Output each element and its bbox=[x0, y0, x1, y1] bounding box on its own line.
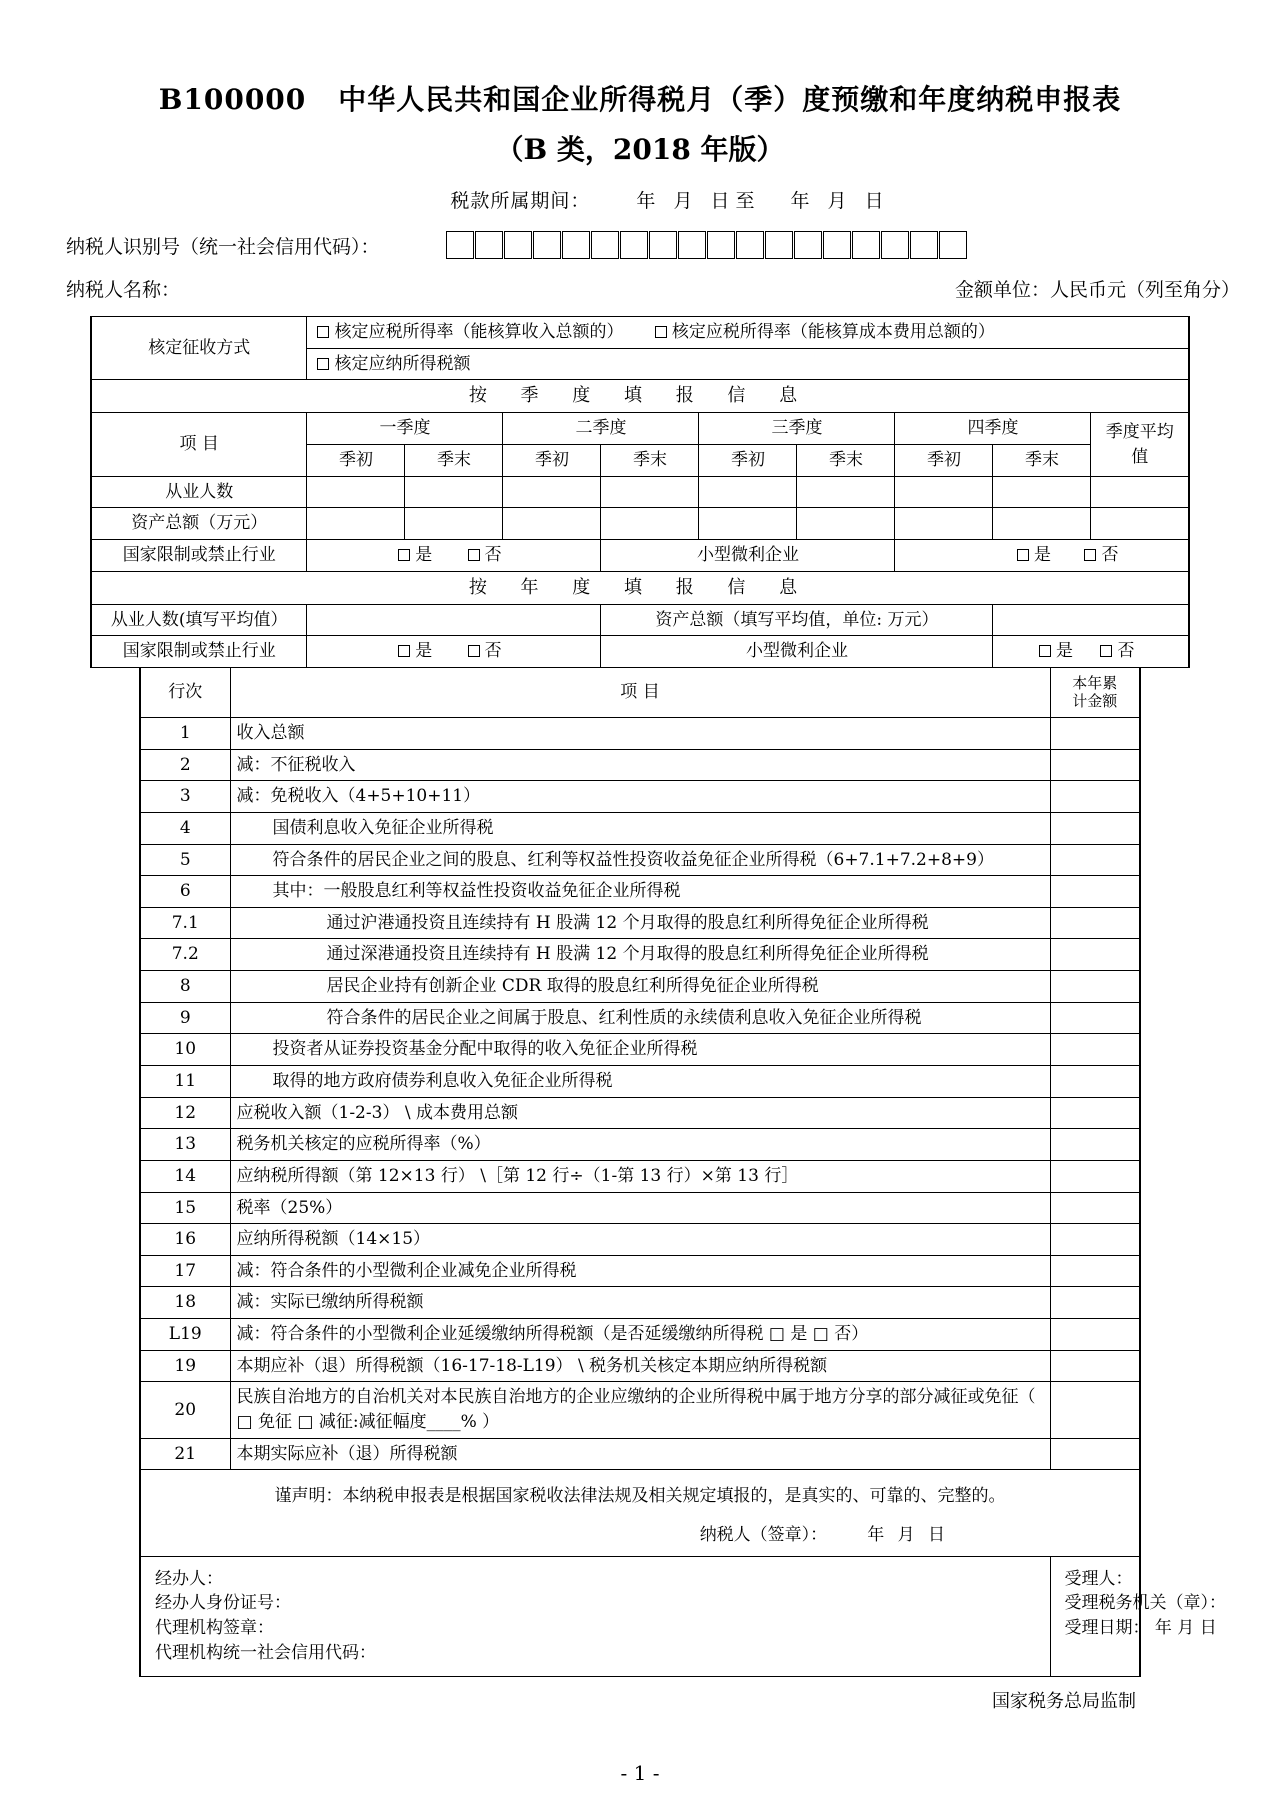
table-row bbox=[140, 1066, 1140, 1098]
line-number: 4 bbox=[140, 812, 230, 844]
taxpayer-id-char-box[interactable] bbox=[852, 231, 880, 259]
quarterly-restricted-no-label: 否 bbox=[484, 544, 502, 565]
taxpayer-id-char-box[interactable] bbox=[910, 231, 938, 259]
taxpayer-id-char-box[interactable] bbox=[475, 231, 503, 259]
table-row bbox=[140, 876, 1140, 908]
quarterly-section-title: 按 季 度 填 报 信 息 bbox=[91, 380, 1189, 413]
line-item-label: 符合条件的居民企业之间的股息、红利等权益性投资收益免征企业所得税（6+7.1+7.2+8+9） bbox=[230, 844, 1050, 876]
taxpayer-id-char-box[interactable] bbox=[794, 231, 822, 259]
line-item-label: 取得的地方政府债券利息收入免征企业所得税 bbox=[230, 1066, 1050, 1098]
taxpayer-id-char-box[interactable] bbox=[765, 231, 793, 259]
quarterly-employees-q3-begin[interactable] bbox=[699, 476, 797, 508]
table-row bbox=[140, 1034, 1140, 1066]
form-subtitle: （B 类，2018 年版） bbox=[495, 133, 785, 166]
line-number: 8 bbox=[140, 971, 230, 1003]
quarterly-employees-q3-end[interactable] bbox=[797, 476, 895, 508]
line-item-label: 减：实际已缴纳所得税额 bbox=[230, 1287, 1050, 1319]
line-item-amount-input[interactable] bbox=[1050, 1160, 1140, 1192]
line-item-label: 民族自治地方的自治机关对本民族自治地方的企业应缴纳的企业所得税中属于地方分享的部分减征或免征（ □ 免征 □ 减征:减征幅度____% ） bbox=[230, 1382, 1050, 1438]
checkbox-icon[interactable] bbox=[1100, 645, 1112, 657]
table-row bbox=[140, 1438, 1140, 1470]
quarterly-small-profit-choice[interactable] bbox=[895, 539, 1189, 571]
line-item-label: 国债利息收入免征企业所得税 bbox=[230, 812, 1050, 844]
checkbox-icon[interactable] bbox=[317, 326, 329, 338]
table-row bbox=[140, 717, 1140, 749]
taxpayer-id-char-box[interactable] bbox=[939, 231, 967, 259]
line-number: 1 bbox=[140, 717, 230, 749]
line-number: 15 bbox=[140, 1192, 230, 1224]
line-item-amount-input[interactable] bbox=[1050, 876, 1140, 908]
quarterly-restricted-label: 国家限制或禁止行业 bbox=[91, 539, 307, 571]
line-item-amount-input[interactable] bbox=[1050, 939, 1140, 971]
checkbox-icon[interactable] bbox=[398, 549, 410, 561]
annual-restricted-no[interactable] bbox=[468, 641, 502, 661]
quarterly-employees-q1-begin[interactable] bbox=[307, 476, 405, 508]
annual-restricted-yes[interactable] bbox=[398, 641, 432, 661]
annual-section-header-row bbox=[91, 571, 1189, 604]
footer-agent-name[interactable]: 经办人： bbox=[155, 1568, 223, 1589]
checkbox-icon[interactable] bbox=[317, 358, 329, 370]
line-item-label: 税务机关核定的应税所得率（%） bbox=[230, 1129, 1050, 1161]
col-header-amount-line1: 本年累 bbox=[1072, 673, 1118, 692]
quarterly-small-profit-no[interactable] bbox=[1084, 545, 1118, 565]
footer-receiving-date[interactable]: 受理日期： 年 月 日 bbox=[1064, 1617, 1217, 1638]
line-number: 13 bbox=[140, 1129, 230, 1161]
line-number: 12 bbox=[140, 1097, 230, 1129]
quarter-1-header: 一季度 bbox=[307, 413, 503, 445]
assessment-label: 核定征收方式 bbox=[91, 317, 307, 380]
footer-right-cell bbox=[1050, 1556, 1226, 1676]
taxpayer-id-char-box[interactable] bbox=[446, 231, 474, 259]
form-title-text: 中华人民共和国企业所得税月（季）度预缴和年度纳税申报表 bbox=[338, 83, 1122, 116]
footer-agent-id[interactable]: 经办人身份证号： bbox=[155, 1593, 291, 1614]
annual-small-profit-label: 小型微利企业 bbox=[601, 636, 993, 668]
line-number: 7.1 bbox=[140, 907, 230, 939]
quarterly-restricted-row bbox=[91, 539, 1189, 571]
quarterly-small-profit-no-label: 否 bbox=[1101, 544, 1119, 565]
assessment-option-1-label: 核定应税所得率（能核算收入总额的） bbox=[334, 322, 624, 342]
q1-begin-header: 季初 bbox=[307, 445, 405, 477]
quarterly-restricted-choice[interactable] bbox=[307, 539, 601, 571]
quarterly-small-profit-yes-label: 是 bbox=[1034, 544, 1052, 565]
line-number: 21 bbox=[140, 1438, 230, 1470]
line-number: 16 bbox=[140, 1224, 230, 1256]
table-row bbox=[140, 1129, 1140, 1161]
line-item-amount-input[interactable] bbox=[1050, 1319, 1140, 1351]
line-number: 14 bbox=[140, 1160, 230, 1192]
declaration-cell bbox=[140, 1470, 1140, 1556]
line-item-amount-input[interactable] bbox=[1050, 781, 1140, 813]
q3-begin-header: 季初 bbox=[699, 445, 797, 477]
annual-small-profit-yes-label: 是 bbox=[1056, 641, 1074, 662]
quarterly-assets-q1-end[interactable] bbox=[405, 508, 503, 540]
assessment-options-line1 bbox=[307, 317, 1189, 349]
line-number: 17 bbox=[140, 1255, 230, 1287]
footer-agency-credit-code[interactable]: 代理机构统一社会信用代码： bbox=[155, 1642, 376, 1663]
table-row bbox=[140, 781, 1140, 813]
table-row bbox=[140, 971, 1140, 1003]
declaration-signature-date[interactable]: 年 月 日 bbox=[867, 1524, 949, 1545]
line-number: 10 bbox=[140, 1034, 230, 1066]
line-number: L19 bbox=[140, 1319, 230, 1351]
line-number: 6 bbox=[140, 876, 230, 908]
annual-restricted-label: 国家限制或禁止行业 bbox=[91, 636, 307, 668]
annual-assets-value[interactable] bbox=[993, 604, 1189, 636]
quarterly-assets-q4-end[interactable] bbox=[993, 508, 1091, 540]
annual-employees-label: 从业人数(填写平均值） bbox=[91, 604, 307, 636]
assessment-option-1[interactable] bbox=[317, 322, 623, 342]
taxpayer-id-char-box[interactable] bbox=[533, 231, 561, 259]
assessment-row bbox=[91, 317, 1189, 349]
quarterly-employees-average[interactable] bbox=[1091, 476, 1189, 508]
footer-agency-seal[interactable]: 代理机构签章： bbox=[155, 1617, 274, 1638]
taxpayer-id-char-box[interactable] bbox=[620, 231, 648, 259]
line-item-amount-input[interactable] bbox=[1050, 717, 1140, 749]
table-row bbox=[140, 749, 1140, 781]
line-item-amount-input[interactable] bbox=[1050, 1438, 1140, 1470]
annual-employees-value[interactable] bbox=[307, 604, 601, 636]
line-item-label: 本期实际应补（退）所得税额 bbox=[230, 1438, 1050, 1470]
quarter-3-header: 三季度 bbox=[699, 413, 895, 445]
quarterly-assets-q3-begin[interactable] bbox=[699, 508, 797, 540]
line-item-amount-input[interactable] bbox=[1050, 1097, 1140, 1129]
taxpayer-id-char-box[interactable] bbox=[649, 231, 677, 259]
form-title-line1 bbox=[0, 78, 1280, 118]
quarter-2-header: 二季度 bbox=[503, 413, 699, 445]
line-item-label: 投资者从证券投资基金分配中取得的收入免征企业所得税 bbox=[230, 1034, 1050, 1066]
quarterly-employees-q1-end[interactable] bbox=[405, 476, 503, 508]
line-item-label: 通过深港通投资且连续持有 H 股满 12 个月取得的股息红利所得免征企业所得税 bbox=[230, 939, 1050, 971]
checkbox-icon[interactable] bbox=[1084, 549, 1096, 561]
line-number: 5 bbox=[140, 844, 230, 876]
quarterly-employees-row bbox=[91, 476, 1189, 508]
form-title-block bbox=[0, 0, 1280, 168]
assessment-option-3-label: 核定应纳所得税额 bbox=[334, 353, 471, 374]
taxpayer-id-input[interactable] bbox=[446, 231, 968, 259]
checkbox-icon[interactable] bbox=[398, 645, 410, 657]
checkbox-icon[interactable] bbox=[1039, 645, 1051, 657]
checkbox-icon[interactable] bbox=[468, 549, 480, 561]
page-number: - 1 - bbox=[620, 1760, 660, 1785]
quarterly-assets-q2-begin[interactable] bbox=[503, 508, 601, 540]
line-item-label: 减：符合条件的小型微利企业延缓缴纳所得税额（是否延缓缴纳所得税 □ 是 □ 否） bbox=[230, 1319, 1050, 1351]
line-item-amount-input[interactable] bbox=[1050, 1287, 1140, 1319]
q1-end-header: 季末 bbox=[405, 445, 503, 477]
q2-begin-header: 季初 bbox=[503, 445, 601, 477]
quarterly-average-header: 季度平均值 bbox=[1091, 413, 1189, 476]
quarterly-employees-q2-begin[interactable] bbox=[503, 476, 601, 508]
line-number: 3 bbox=[140, 781, 230, 813]
assessment-option-2[interactable] bbox=[655, 322, 995, 342]
line-number: 11 bbox=[140, 1066, 230, 1098]
table-row bbox=[140, 1224, 1140, 1256]
line-item-label: 减：免税收入（4+5+10+11） bbox=[230, 781, 1050, 813]
tax-period-from[interactable]: 年 月 日至 bbox=[636, 190, 761, 212]
taxpayer-name-label[interactable]: 纳税人名称： bbox=[66, 279, 181, 301]
line-item-label: 减：符合条件的小型微利企业减免企业所得税 bbox=[230, 1255, 1050, 1287]
line-item-amount-input[interactable] bbox=[1050, 1224, 1140, 1256]
col-header-amount-line2: 计金额 bbox=[1072, 692, 1118, 711]
declaration-signature-row[interactable] bbox=[151, 1523, 1129, 1548]
quarterly-restricted-yes-label: 是 bbox=[415, 544, 433, 565]
annual-small-profit-yes[interactable] bbox=[1039, 641, 1073, 661]
line-item-amount-input[interactable] bbox=[1050, 1129, 1140, 1161]
line-item-amount-input[interactable] bbox=[1050, 1034, 1140, 1066]
table-row bbox=[140, 1255, 1140, 1287]
line-item-label: 其中：一般股息红利等权益性投资收益免征企业所得税 bbox=[230, 876, 1050, 908]
checkbox-icon[interactable] bbox=[655, 326, 667, 338]
table-row bbox=[140, 1160, 1140, 1192]
table-row bbox=[140, 1002, 1140, 1034]
table-row bbox=[140, 1192, 1140, 1224]
assessment-option-2-label: 核定应税所得率（能核算成本费用总额的） bbox=[671, 322, 995, 342]
taxpayer-id-char-box[interactable] bbox=[881, 231, 909, 259]
line-item-amount-input[interactable] bbox=[1050, 1382, 1140, 1438]
taxpayer-id-row bbox=[0, 231, 1280, 259]
taxpayer-id-char-box[interactable] bbox=[591, 231, 619, 259]
footer-left-cell bbox=[140, 1556, 1050, 1676]
line-item-amount-input[interactable] bbox=[1050, 907, 1140, 939]
line-number: 7.2 bbox=[140, 939, 230, 971]
line-item-label: 应纳所得税额（14×15） bbox=[230, 1224, 1050, 1256]
line-item-amount-input[interactable] bbox=[1050, 971, 1140, 1003]
annual-restricted-row bbox=[91, 636, 1189, 668]
taxpayer-id-char-box[interactable] bbox=[707, 231, 735, 259]
line-item-label: 本期应补（退）所得税额（16-17-18-L19） \ 税务机关核定本期应纳所得税额 bbox=[230, 1350, 1050, 1382]
quarterly-header-row bbox=[91, 413, 1189, 445]
quarterly-assets-q1-begin[interactable] bbox=[307, 508, 405, 540]
line-item-amount-input[interactable] bbox=[1050, 1350, 1140, 1382]
table-row bbox=[140, 1382, 1140, 1438]
line-number: 9 bbox=[140, 1002, 230, 1034]
checkbox-icon[interactable] bbox=[1017, 549, 1029, 561]
assessment-options-line2 bbox=[307, 348, 1189, 380]
col-header-item: 项 目 bbox=[230, 667, 1050, 717]
line-item-label: 居民企业持有创新企业 CDR 取得的股息红利所得免征企业所得税 bbox=[230, 971, 1050, 1003]
table-row bbox=[140, 844, 1140, 876]
taxpayer-id-char-box[interactable] bbox=[504, 231, 532, 259]
quarterly-section-header-row bbox=[91, 380, 1189, 413]
col-header-line-no: 行次 bbox=[140, 667, 230, 717]
footer-receiving-authority[interactable]: 受理税务机关（章）： bbox=[1064, 1593, 1226, 1614]
quarterly-assets-q3-end[interactable] bbox=[797, 508, 895, 540]
line-item-amount-input[interactable] bbox=[1050, 1066, 1140, 1098]
table-row bbox=[140, 812, 1140, 844]
q4-begin-header: 季初 bbox=[895, 445, 993, 477]
q2-end-header: 季末 bbox=[601, 445, 699, 477]
annual-small-profit-choice[interactable] bbox=[993, 636, 1189, 668]
col-header-amount bbox=[1050, 667, 1140, 717]
line-number: 2 bbox=[140, 749, 230, 781]
table-row bbox=[140, 1097, 1140, 1129]
quarterly-assets-q4-begin[interactable] bbox=[895, 508, 993, 540]
info-table bbox=[90, 316, 1190, 668]
line-number: 19 bbox=[140, 1350, 230, 1382]
form-code: B100000 bbox=[158, 83, 307, 116]
quarterly-assets-row bbox=[91, 508, 1189, 540]
q4-end-header: 季末 bbox=[993, 445, 1091, 477]
supervisor-note: 国家税务总局监制 bbox=[992, 1690, 1136, 1712]
annual-assets-label: 资产总额（填写平均值，单位: 万元） bbox=[601, 604, 993, 636]
annual-section-title: 按 年 度 填 报 信 息 bbox=[91, 571, 1189, 604]
assessment-option-3[interactable] bbox=[317, 354, 470, 374]
annual-restricted-choice[interactable] bbox=[307, 636, 601, 668]
q3-end-header: 季末 bbox=[797, 445, 895, 477]
line-item-amount-input[interactable] bbox=[1050, 1192, 1140, 1224]
quarterly-restricted-no[interactable] bbox=[468, 545, 502, 565]
annual-employees-assets-row bbox=[91, 604, 1189, 636]
line-item-amount-input[interactable] bbox=[1050, 749, 1140, 781]
main-line-items-table bbox=[139, 667, 1226, 1677]
amount-unit-label: 金额单位：人民币元（列至角分） bbox=[954, 279, 1240, 301]
line-item-label: 符合条件的居民企业之间属于股息、红利性质的永续债利息收入免征企业所得税 bbox=[230, 1002, 1050, 1034]
taxpayer-id-char-box[interactable] bbox=[823, 231, 851, 259]
quarterly-employees-label: 从业人数 bbox=[91, 476, 307, 508]
line-number: 18 bbox=[140, 1287, 230, 1319]
table-row bbox=[140, 1350, 1140, 1382]
quarterly-small-profit-label: 小型微利企业 bbox=[601, 539, 895, 571]
line-item-label: 应纳税所得额（第 12×13 行） \［第 12 行÷（1-第 13 行）×第 13 行］ bbox=[230, 1160, 1050, 1192]
line-number: 20 bbox=[140, 1382, 230, 1438]
quarterly-assets-average[interactable] bbox=[1091, 508, 1189, 540]
quarterly-small-profit-yes[interactable] bbox=[1017, 545, 1051, 565]
line-item-amount-input[interactable] bbox=[1050, 1002, 1140, 1034]
line-item-label: 应税收入额（1-2-3） \ 成本费用总额 bbox=[230, 1097, 1050, 1129]
quarterly-employees-q2-end[interactable] bbox=[601, 476, 699, 508]
taxpayer-name-row bbox=[0, 275, 1280, 302]
annual-restricted-yes-label: 是 bbox=[415, 641, 433, 662]
line-item-label: 通过沪港通投资且连续持有 H 股满 12 个月取得的股息红利所得免征企业所得税 bbox=[230, 907, 1050, 939]
annual-restricted-no-label: 否 bbox=[484, 641, 502, 662]
declaration-signature-label: 纳税人（签章）： bbox=[699, 1524, 828, 1545]
taxpayer-id-char-box[interactable] bbox=[678, 231, 706, 259]
annual-small-profit-no[interactable] bbox=[1100, 641, 1134, 661]
annual-small-profit-no-label: 否 bbox=[1117, 641, 1135, 662]
tax-period-to[interactable]: 年 月 日 bbox=[790, 190, 890, 212]
line-item-amount-input[interactable] bbox=[1050, 844, 1140, 876]
checkbox-icon[interactable] bbox=[468, 645, 480, 657]
tax-period-label: 税款所属期间： bbox=[450, 190, 591, 212]
table-row bbox=[140, 1319, 1140, 1351]
tax-period-row bbox=[0, 186, 1280, 213]
footer-row bbox=[140, 1556, 1140, 1676]
quarterly-employees-q4-begin[interactable] bbox=[895, 476, 993, 508]
quarterly-restricted-yes[interactable] bbox=[398, 545, 432, 565]
quarterly-item-header: 项 目 bbox=[91, 413, 307, 476]
line-item-label: 减：不征税收入 bbox=[230, 749, 1050, 781]
line-item-amount-input[interactable] bbox=[1050, 812, 1140, 844]
table-row bbox=[140, 939, 1140, 971]
quarter-4-header: 四季度 bbox=[895, 413, 1091, 445]
line-item-label: 收入总额 bbox=[230, 717, 1050, 749]
table-row bbox=[140, 1287, 1140, 1319]
line-item-amount-input[interactable] bbox=[1050, 1255, 1140, 1287]
main-table-header-row bbox=[140, 667, 1140, 717]
taxpayer-id-char-box[interactable] bbox=[736, 231, 764, 259]
taxpayer-id-label: 纳税人识别号（统一社会信用代码）： bbox=[66, 235, 380, 258]
footer-receiver[interactable]: 受理人： bbox=[1064, 1568, 1133, 1589]
quarterly-employees-q4-end[interactable] bbox=[993, 476, 1091, 508]
declaration-row bbox=[140, 1470, 1140, 1556]
quarterly-assets-label: 资产总额（万元） bbox=[91, 508, 307, 540]
declaration-text: 谨声明：本纳税申报表是根据国家税收法律法规及相关规定填报的，是真实的、可靠的、完整的。 bbox=[274, 1486, 1006, 1507]
taxpayer-id-char-box[interactable] bbox=[562, 231, 590, 259]
quarterly-assets-q2-end[interactable] bbox=[601, 508, 699, 540]
line-item-label: 税率（25%） bbox=[230, 1192, 1050, 1224]
table-row bbox=[140, 907, 1140, 939]
